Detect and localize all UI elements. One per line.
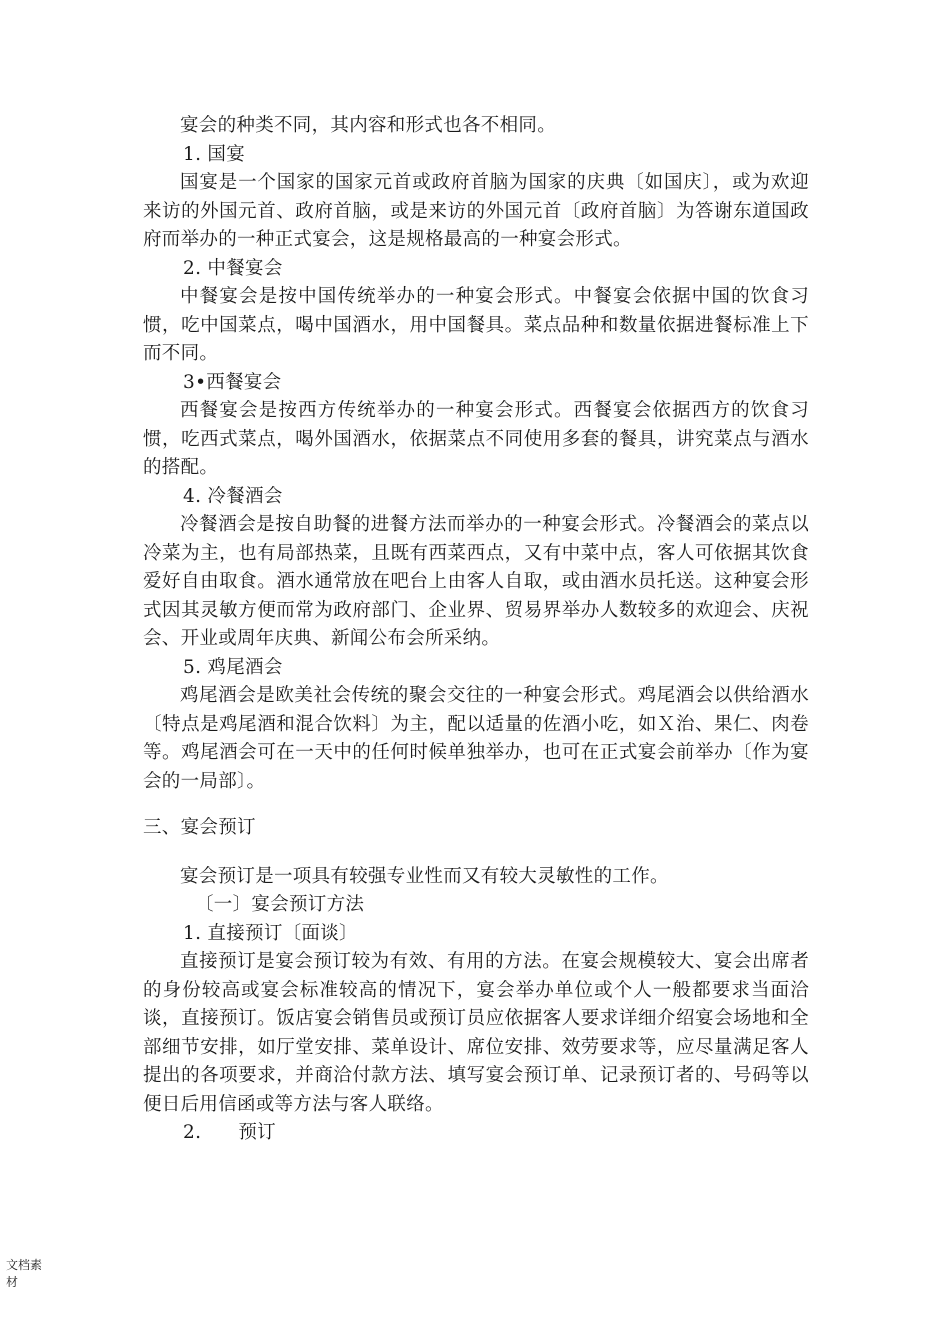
paragraph-cocktail-party: 鸡尾酒会是欧美社会传统的聚会交往的一种宴会形式。鸡尾酒会以供给酒水〔特点是鸡尾酒和混合饮料〕为主，配以适量的佐酒小吃，如Ｘ治、果仁、肉卷等。鸡尾酒会可在一天中的任何时候单独举办，也可在正式宴会前举办〔作为宴会的一局部〕。 [143, 685, 809, 792]
heading-direct-booking: 1. 直接预订〔面谈〕 [183, 922, 358, 944]
paragraph-chinese-banquet: 中餐宴会是按中国传统举办的一种宴会形式。中餐宴会依据中国的饮食习惯，吃中国菜点，喝中国酒水，用中国餐具。菜点品种和数量依据进餐标准上下而不同。 [143, 286, 809, 364]
heading-phone-booking: 2. 预订 [183, 1122, 276, 1143]
heading-cocktail-party: 5. 鸡尾酒会 [183, 656, 283, 678]
paragraph-booking-intro: 宴会预订是一项具有较强专业性而又有较大灵敏性的工作。 [180, 865, 669, 887]
intro-paragraph: 宴会的种类不同，其内容和形式也各不相同。 [180, 115, 557, 136]
paragraph-direct-booking: 直接预订是宴会预订较为有效、有用的方法。在宴会规模较大、宴会出席者的身份较高或宴会标准较高的情况下，宴会举办单位或个人一般都要求当面洽谈，直接预订。饭店宴会销售员或预订员应依据客人要求详细介绍宴会场地和全部细节安排，如厅堂安排、菜单设计、席位安排、效劳要求等，应尽量满足客人提出的各项要求，并商洽付款方法、填写宴会预订单、记录预订者的、号码等以便日后用信函或等方法与客人联络。 [143, 951, 809, 1115]
heading-state-banquet: 1. 国宴 [183, 143, 246, 165]
document-body [143, 112, 809, 1148]
heading-chinese-banquet: 2. 中餐宴会 [183, 257, 283, 279]
paragraph-state-banquet: 国宴是一个国家的国家元首或政府首脑为国家的庆典〔如国庆〕，或为欢迎来访的外国元首、政府首脑，或是来访的外国元首〔政府首脑〕为答谢东道国政府而举办的一种正式宴会，这是规格最高的一种宴会形式。 [143, 172, 809, 250]
section-heading-booking: 三、宴会预订 [143, 817, 256, 838]
subheading-booking-methods: 〔一〕宴会预订方法 [195, 894, 365, 915]
footer-label: 文档素材 [6, 1258, 43, 1289]
heading-western-banquet: 3•西餐宴会 [183, 371, 282, 393]
heading-cold-buffet: 4. 冷餐酒会 [183, 485, 283, 507]
paragraph-cold-buffet: 冷餐酒会是按自助餐的进餐方法而举办的一种宴会形式。冷餐酒会的菜点以冷菜为主，也有局部热菜，且既有西菜西点，又有中菜中点，客人可依据其饮食爱好自由取食。酒水通常放在吧台上由客人自取，或由酒水员托送。这种宴会形式因其灵敏方便而常为政府部门、企业界、贸易界举办人数较多的欢迎会、庆祝会、开业或周年庆典、新闻公布会所采纳。 [143, 514, 809, 649]
paragraph-western-banquet: 西餐宴会是按西方传统举办的一种宴会形式。西餐宴会依据西方的饮食习惯，吃西式菜点，喝外国酒水，依据菜点不同使用多套的餐具，讲究菜点与酒水的搭配。 [143, 400, 809, 478]
